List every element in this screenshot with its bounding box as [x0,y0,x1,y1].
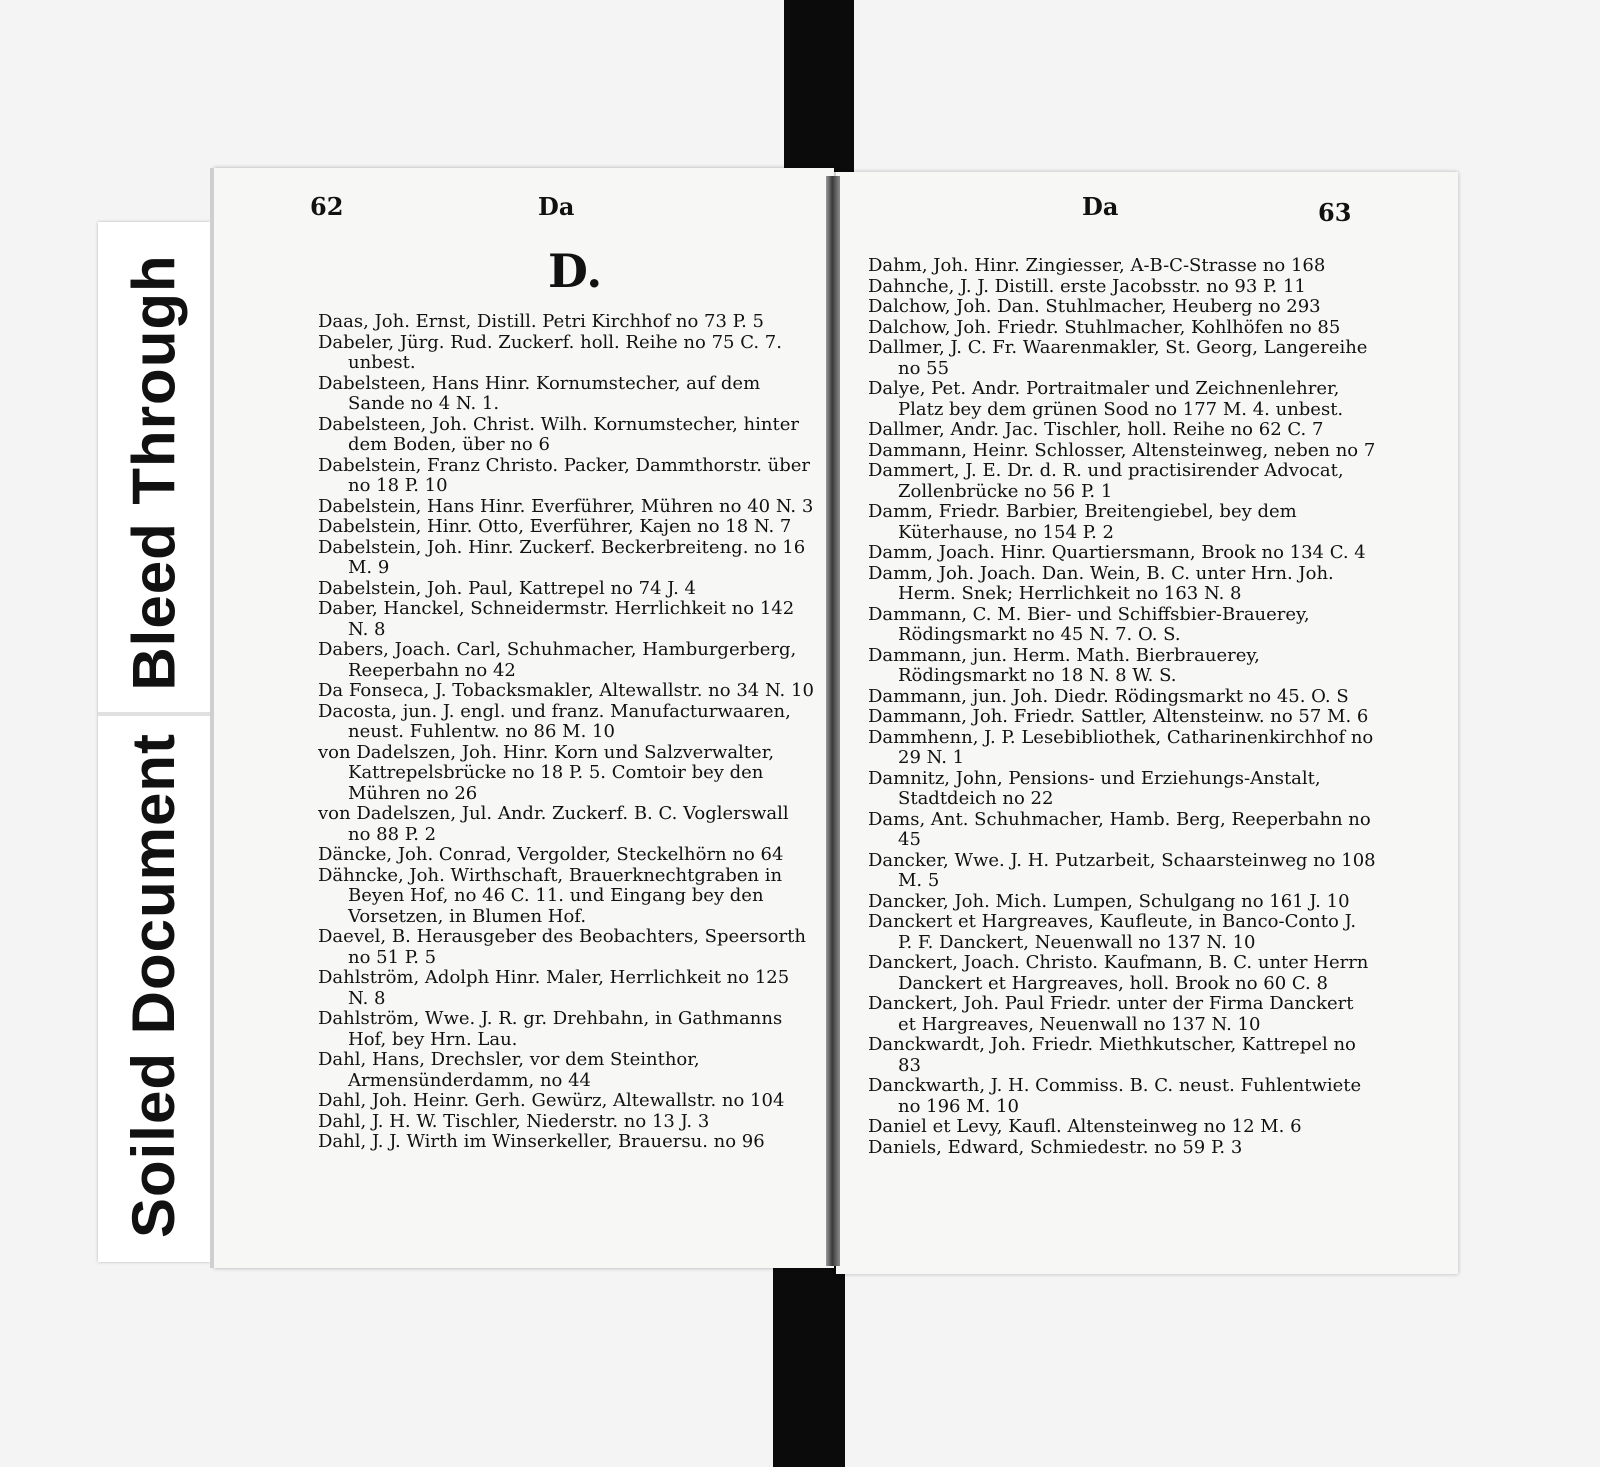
list-item: Dammert, J. E. Dr. d. R. und practisirender Advocat, Zollenbrücke no 56 P. 1 [868,460,1344,502]
list-item: Dabeler, Jürg. Rud. Zuckerf. holl. Reihe no 75 C. 7. unbest. [318,331,782,373]
list-item: Dammann, Joh. Friedr. Sattler, Altensteinw. no 57 M. 6 [868,706,1369,727]
list-item: Damnitz, John, Pensions- und Erziehungs-Anstalt, Stadtdeich no 22 [868,767,1321,809]
list-item: Dähncke, Joh. Wirthschaft, Brauerknechtgraben in Beyen Hof, no 46 C. 11. und Eingang bey den Vorsetzen, in Blumen Hof. [318,864,783,927]
list-item: Dahl, J. J. Wirth im Winserkeller, Brauersu. no 96 [318,1131,765,1152]
list-item: Dabelstein, Franz Christo. Packer, Dammthorstr. über no 18 P. 10 [318,454,811,496]
soiled-document-stamp [98,720,210,1250]
list-item: Dammann, Heinr. Schlosser, Altensteinweg, neben no 7 [868,439,1376,461]
right-entry-list [868,256,1376,1158]
list-item: Danckwardt, Joh. Friedr. Miethkutscher, Kattrepel no 83 [868,1034,1356,1076]
list-item: Dammann, jun. Herm. Math. Bierbrauerey, Rödingsmarkt no 18 N. 8 W. S. [868,644,1260,686]
list-item: Daas, Joh. Ernst, Distill. Petri Kirchhof no 73 P. 5 [318,311,764,332]
list-item: Dalchow, Joh. Friedr. Stuhlmacher, Kohlhöfen no 85 [868,316,1341,338]
book-gutter [826,176,840,1266]
list-item: Dancker, Wwe. J. H. Putzarbeit, Schaarsteinweg no 108 M. 5 [868,849,1376,891]
list-item: Dallmer, J. C. Fr. Waarenmakler, St. Georg, Langereihe no 55 [868,337,1368,379]
list-item: Da Fonseca, J. Tobacksmakler, Altewallstr. no 34 N. 10 [318,680,814,701]
list-item: Daber, Hanckel, Schneidermstr. Herrlichkeit no 142 N. 8 [318,598,795,640]
right-page-number: 63 [1318,198,1352,227]
list-item: Dabelstein, Joh. Hinr. Zuckerf. Beckerbreiteng. no 16 M. 9 [318,536,806,578]
list-item: Dalye, Pet. Andr. Portraitmaler und Zeichnenlehrer, Platz bey dem grünen Sood no 177 M. 4. unbest. [868,378,1344,420]
right-page-header: Da [1082,192,1119,221]
list-item: Dalchow, Joh. Dan. Stuhlmacher, Heuberg no 293 [868,296,1321,317]
list-item: Dabelsteen, Hans Hinr. Kornumstecher, auf dem Sande no 4 N. 1. [318,372,761,414]
list-item: Dahl, Hans, Drechsler, vor dem Steinthor, Armensünderdamm, no 44 [318,1049,700,1091]
list-item: Dams, Ant. Schuhmacher, Hamb. Berg, Reeperbahn no 45 [868,808,1371,850]
list-item: Dabelstein, Hans Hinr. Everführer, Mühren no 40 N. 3 [318,495,814,517]
list-item: Daevel, B. Herausgeber des Beobachters, Speersorth no 51 P. 5 [318,926,806,968]
list-item: Dahlström, Adolph Hinr. Maler, Herrlichkeit no 125 N. 8 [318,967,790,1009]
binding-bar-top [784,0,854,172]
list-item: Dabelstein, Joh. Paul, Kattrepel no 74 J. 4 [318,577,696,599]
list-item: Dammann, jun. Joh. Diedr. Rödingsmarkt no 45. O. S [868,685,1349,707]
list-item: Dabelsteen, Joh. Christ. Wilh. Kornumstecher, hinter dem Boden, über no 6 [318,413,799,455]
list-item: Damm, Joach. Hinr. Quartiersmann, Brook no 134 C. 4 [868,542,1366,563]
list-item: Damm, Joh. Joach. Dan. Wein, B. C. unter Hrn. Joh. Herm. Snek; Herrlichkeit no 163 N. 8 [868,562,1334,604]
list-item: Dahm, Joh. Hinr. Zingiesser, A-B-C-Strasse no 168 [868,255,1326,276]
list-item: Dacosta, jun. J. engl. und franz. Manufacturwaaren, neust. Fuhlentw. no 86 M. 10 [318,700,791,742]
list-item: Dahnche, J. J. Distill. erste Jacobsstr. no 93 P. 11 [868,275,1306,297]
list-item: Danckert, Joach. Christo. Kaufmann, B. C. unter Herrn Danckert et Hargreaves, holl. Brook no 60 C. 8 [868,952,1369,994]
list-item: Dallmer, Andr. Jac. Tischler, holl. Reihe no 62 C. 7 [868,419,1324,440]
list-item: Dabelstein, Hinr. Otto, Everführer, Kajen no 18 N. 7 [318,516,792,537]
bleed-through-label: Bleed Through [120,253,188,691]
list-item: von Dadelszen, Joh. Hinr. Korn und Salzverwalter, Kattrepelsbrücke no 18 P. 5. Comtoir bey den Mühren no 26 [318,741,775,804]
list-item: Dancker, Joh. Mich. Lumpen, Schulgang no 161 J. 10 [868,890,1350,912]
section-letter: D. [548,244,603,298]
stamp-divider [98,712,210,716]
list-item: Danckwarth, J. H. Commiss. B. C. neust. Fuhlentwiete no 196 M. 10 [868,1075,1362,1117]
left-page-header: Da [538,192,575,221]
left-entry-list [318,312,814,1153]
list-item: Dammann, C. M. Bier- und Schiffsbier-Brauerey, Rödingsmarkt no 45 N. 7. O. S. [868,603,1310,645]
list-item: Dabers, Joach. Carl, Schuhmacher, Hamburgerberg, Reeperbahn no 42 [318,639,797,681]
left-page-number: 62 [310,192,344,221]
list-item: Dahlström, Wwe. J. R. gr. Drehbahn, in Gathmanns Hof, bey Hrn. Lau. [318,1008,783,1050]
list-item: Dahl, J. H. W. Tischler, Niederstr. no 13 J. 3 [318,1110,710,1132]
list-item: von Dadelszen, Jul. Andr. Zuckerf. B. C. Voglerswall no 88 P. 2 [318,803,789,845]
list-item: Däncke, Joh. Conrad, Vergolder, Steckelhörn no 64 [318,844,784,865]
soiled-document-label: Soiled Document [120,732,188,1238]
list-item: Daniels, Edward, Schmiedestr. no 59 P. 3 [868,1136,1243,1158]
list-item: Dahl, Joh. Heinr. Gerh. Gewürz, Altewallstr. no 104 [318,1090,785,1111]
list-item: Daniel et Levy, Kaufl. Altensteinweg no 12 M. 6 [868,1116,1302,1137]
bleed-through-stamp [98,236,210,708]
list-item: Danckert et Hargreaves, Kaufleute, in Banco-Conto J. P. F. Danckert, Neuenwall no 137 N. 10 [868,911,1357,953]
binding-bar-bottom [773,1262,845,1467]
list-item: Damm, Friedr. Barbier, Breitengiebel, bey dem Küterhause, no 154 P. 2 [868,501,1297,543]
list-item: Dammhenn, J. P. Lesebibliothek, Catharinenkirchhof no 29 N. 1 [868,726,1374,768]
list-item: Danckert, Joh. Paul Friedr. unter der Firma Danckert et Hargreaves, Neuenwall no 137 N. 10 [868,993,1354,1035]
